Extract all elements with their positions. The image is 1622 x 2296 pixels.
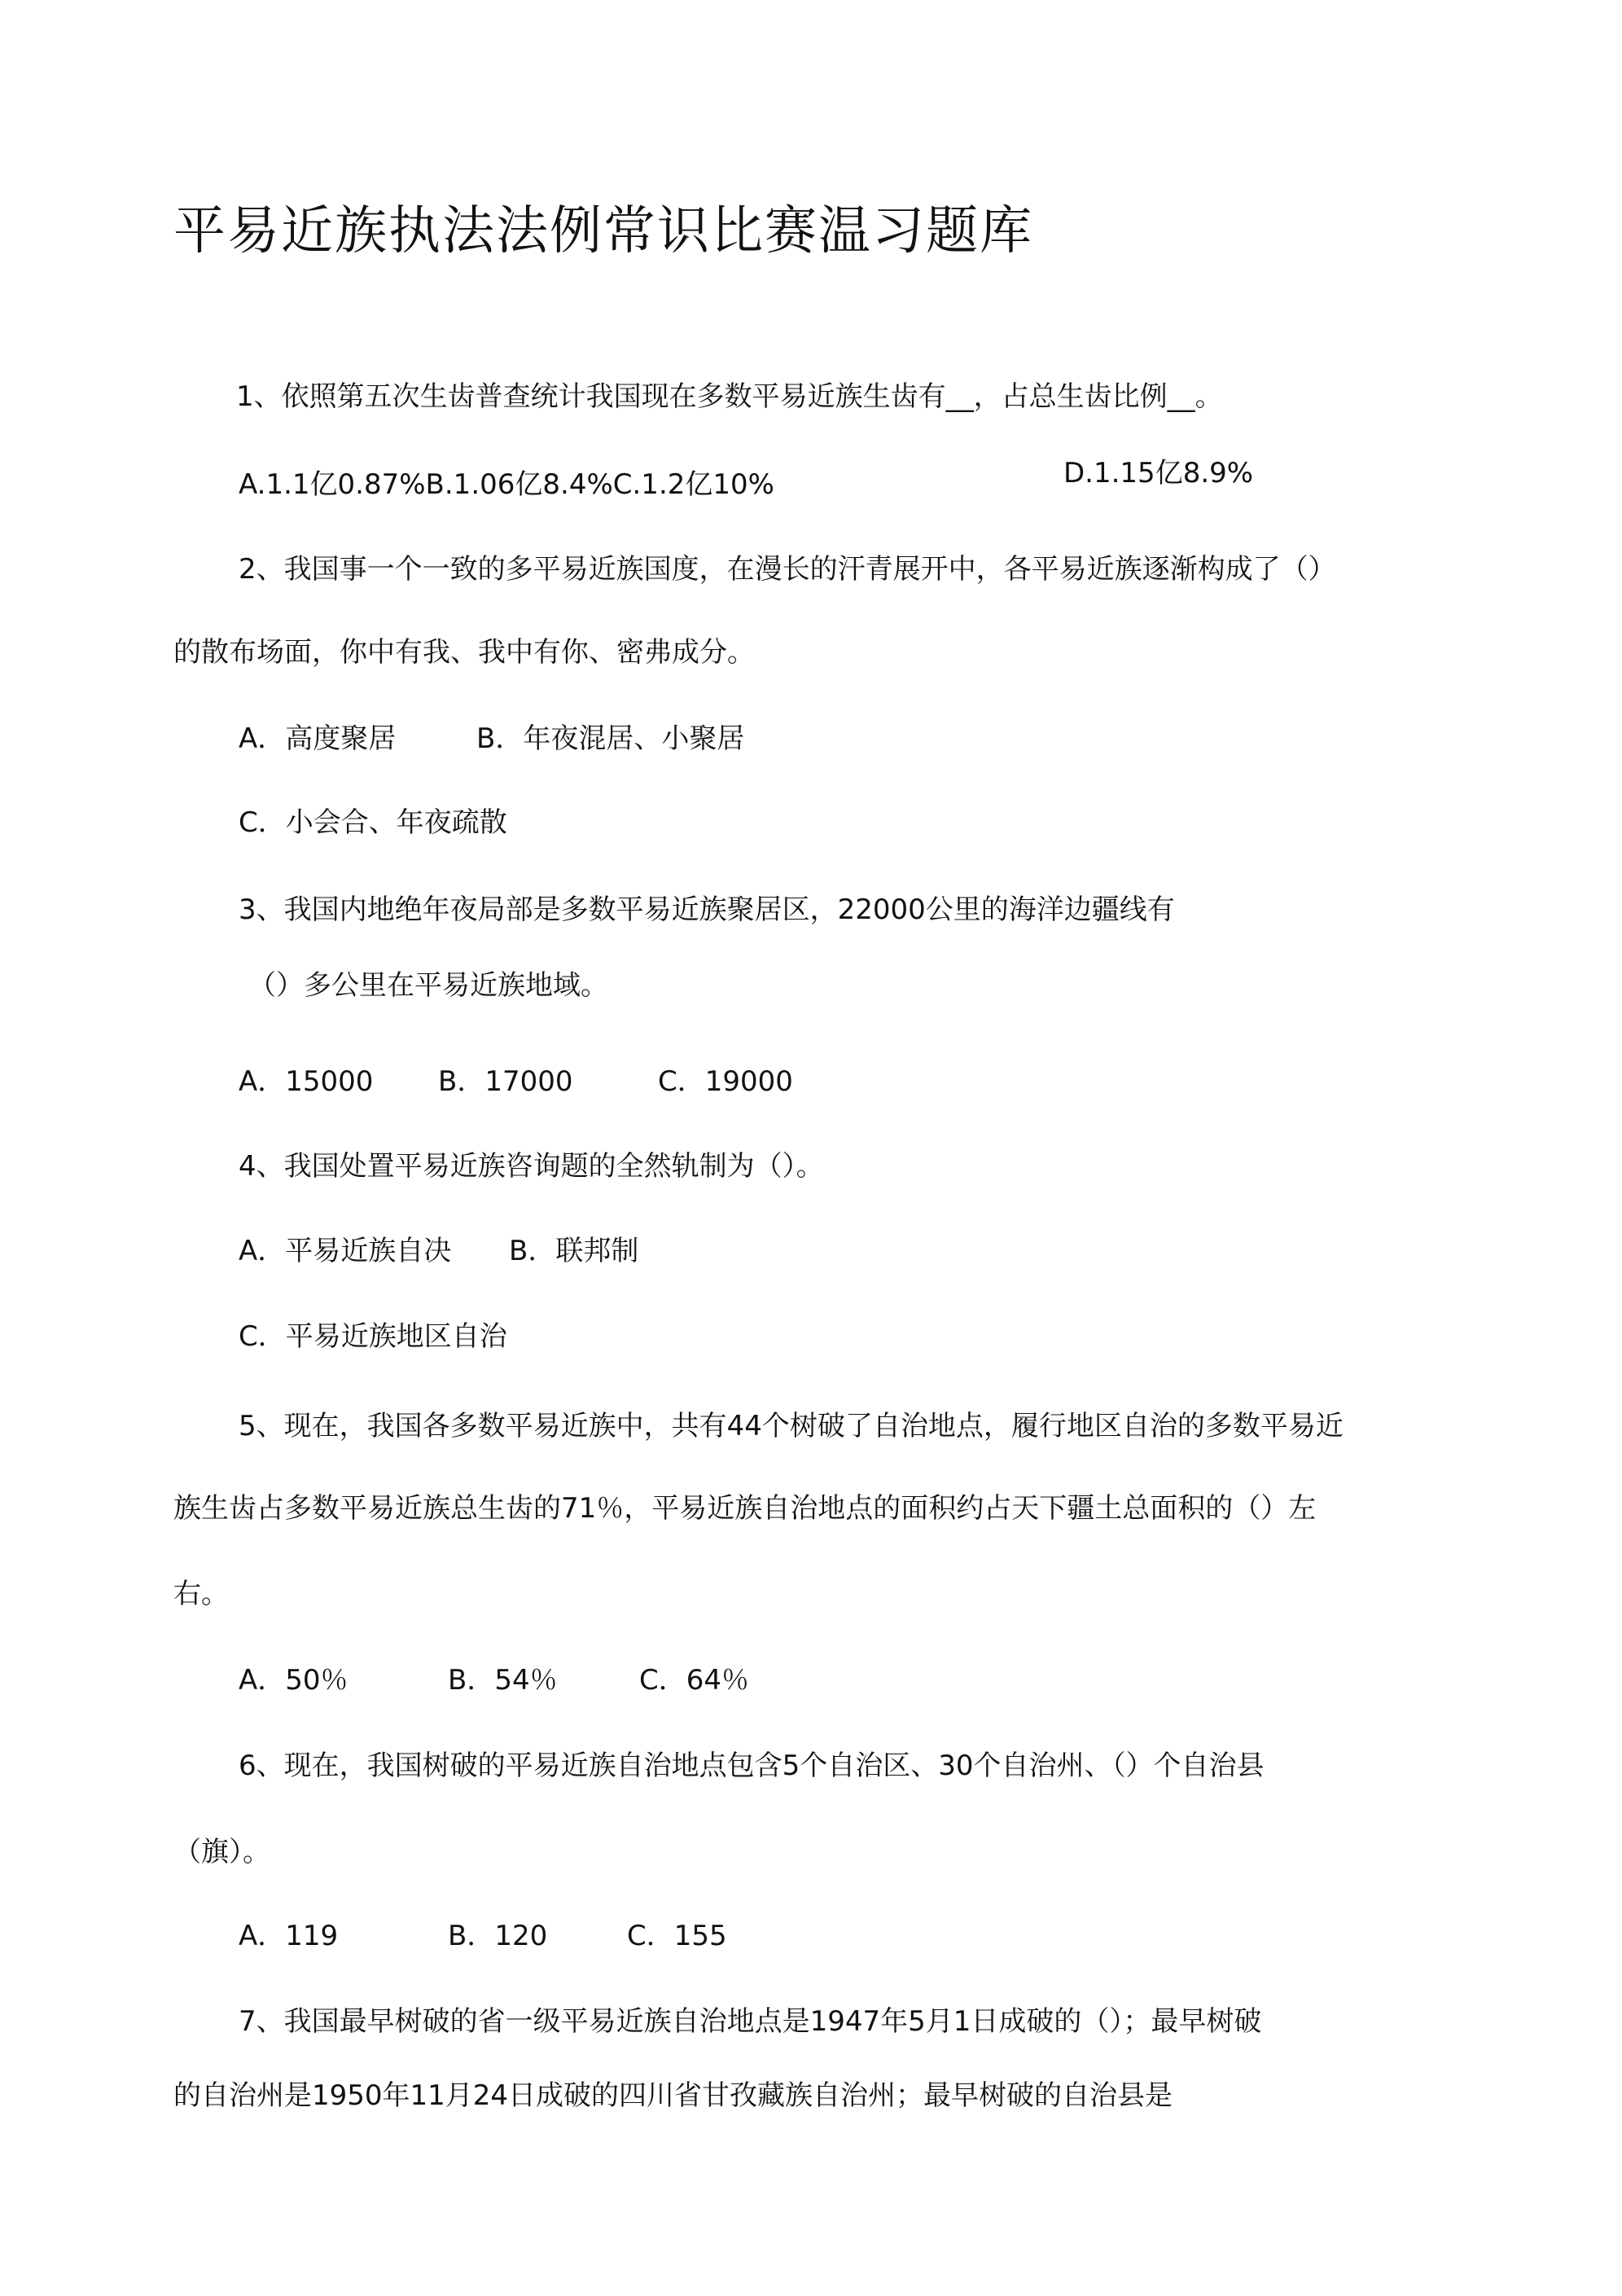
question-6-option-a: A．119	[239, 1920, 339, 1952]
question-6-option-b: B．120	[448, 1920, 548, 1952]
question-3-option-c: C．19000	[658, 1065, 793, 1098]
question-5-option-b: B．54％	[448, 1664, 558, 1697]
question-4-option-b: B．联邦制	[509, 1235, 639, 1267]
question-5-option-a: A．50％	[239, 1664, 349, 1697]
document-title: 平易近族执法法例常识比赛温习题库	[173, 201, 1033, 261]
question-4-option-c: C．平易近族地区自治	[239, 1320, 507, 1353]
question-3-option-a: A．15000	[239, 1065, 374, 1098]
question-2-option-b: B．年夜混居、小聚居	[476, 722, 745, 755]
question-2-option-c: C．小会合、年夜疏散	[239, 806, 507, 839]
question-3-line-1: 3、我国内地绝年夜局部是多数平易近族聚居区，22000公里的海洋边疆线有	[239, 893, 1175, 926]
question-1-line-1: 1、依照第五次生齿普查统计我国现在多数平易近族生齿有__，占总生齿比例__。	[236, 380, 1223, 413]
question-5-line-1: 5、现在，我国各多数平易近族中，共有44个树破了自治地点，履行地区自治的多数平易近	[239, 1410, 1344, 1442]
question-7-line-1: 7、我国最早树破的省一级平易近族自治地点是1947年5月1日成破的（）；最早树破	[239, 2005, 1262, 2038]
question-2-option-a: A．高度聚居	[239, 722, 397, 755]
question-4-line-1: 4、我国处置平易近族咨询题的全然轨制为（）。	[239, 1150, 824, 1183]
question-4-option-a: A．平易近族自决	[239, 1235, 452, 1267]
question-1-option-abc: A.1.1亿0.87%B.1.06亿8.4%C.1.2亿10%	[239, 468, 774, 501]
question-6-line-2: （旗）。	[173, 1836, 270, 1868]
question-5-option-c: C．64％	[639, 1664, 750, 1697]
question-2-line-2: 的散布场面，你中有我、我中有你、密弗成分。	[173, 636, 755, 669]
question-1-option-d: D.1.15亿8.9%	[1063, 457, 1254, 489]
question-7-line-2: 的自治州是1950年11月24日成破的四川省甘孜藏族自治州；最早树破的自治县是	[173, 2079, 1173, 2112]
question-6-option-c: C．155	[627, 1920, 727, 1952]
question-3-option-b: B．17000	[438, 1065, 573, 1098]
question-5-line-3: 右。	[173, 1578, 229, 1610]
question-3-line-2: （）多公里在平易近族地域。	[248, 969, 608, 1002]
question-2-line-1: 2、我国事一个一致的多平易近族国度，在漫长的汗青展开中，各平易近族逐渐构成了（）	[239, 553, 1336, 586]
question-6-line-1: 6、现在，我国树破的平易近族自治地点包含5个自治区、30个自治州、（）个自治县	[239, 1749, 1265, 1782]
question-5-line-2: 族生齿占多数平易近族总生齿的71％，平易近族自治地点的面积约占天下疆土总面积的（）左	[173, 1492, 1317, 1525]
